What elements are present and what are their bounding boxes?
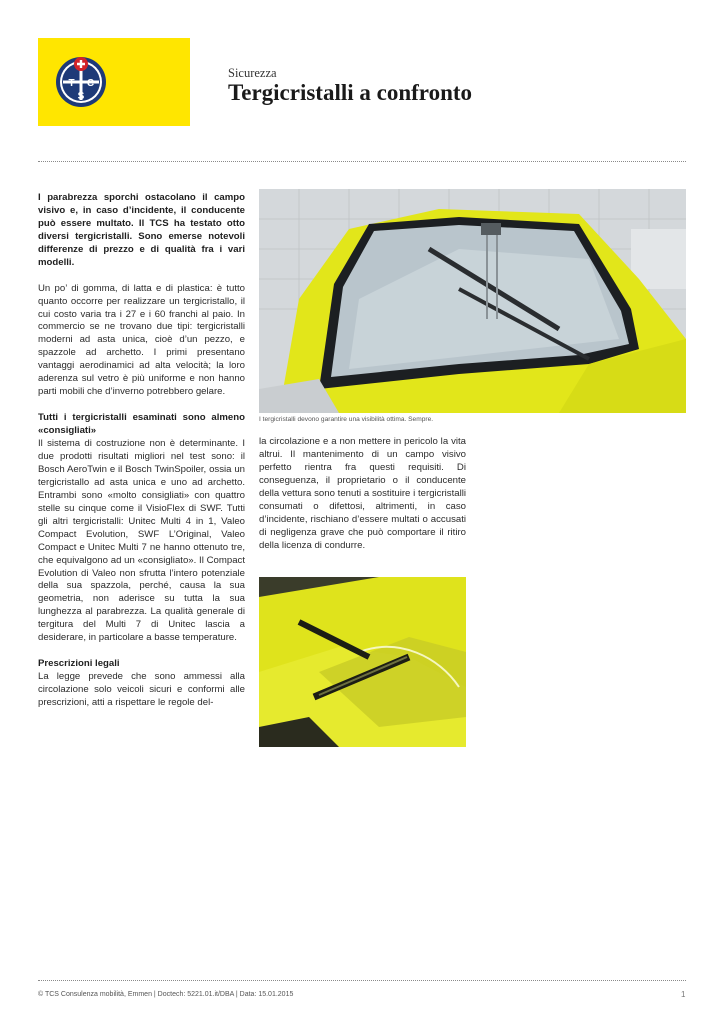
tcs-logo: [38, 38, 190, 126]
section-body-prescrizioni-start: La legge prevede che sono ammessi alla circolazione solo veicoli sicuri e conformi alle prescrizioni, atti a rispettare le regole del-: [38, 671, 245, 708]
header-divider: [38, 161, 686, 162]
section-body-consigliati: Il sistema di costruzione non è determinante. I due prodotti risultati migliori nel test sono: il Bosch AeroTwin e il Bosch TwinSpoiler, ossia un tergicristallo ad asta unica e uno ad archetto. Entrambi sono «molto consigliati» con quattro stelle su cinque come il VisioFlex di SWF. Tutti gli altri tergicristalli: Unitec Multi 4 in 1, Valeo Compact Evolution, SWF L’Original, Valeo Compact e Unitec Multi 7 ne hanno ottenuto tre, che equivalgono ad un «consigliato». Il Compact Evolution di Valeo non sfrutta l’intero potenziale della sua spazzola, perché, causa la sua geometria, non aderisce su tutta la sua lunghezza al parabrezza. La qualità generale di tergitura del Multi 7 di Unitec lascia a desiderare, in particolare a basse temperature.: [38, 437, 245, 644]
footer-text: © TCS Consulenza mobilità, Emmen | Doctech: 5221.01.it/DBA | Data: 15.01.2015: [38, 991, 294, 998]
logo-letter-s: S: [77, 91, 85, 102]
photo-caption: I tergicristalli devono garantire una visibilità ottima. Sempre.: [259, 416, 434, 423]
logo-letter-t: T: [68, 78, 75, 89]
windshield-photo: [259, 189, 686, 413]
page-number: 1: [681, 990, 686, 999]
section-heading-consigliati: Tutti i tergicristalli esaminati sono almeno «consigliati»: [38, 412, 245, 437]
wiper-closeup-photo: [259, 577, 466, 747]
footer-divider: [38, 980, 686, 981]
article-column-right: [259, 436, 466, 565]
tcs-emblem-icon: [54, 55, 108, 109]
article-lead: I parabrezza sporchi ostacolano il campo visivo e, in caso d’incidente, il conducente può essere multato. Il TCS ha testato otto diversi tergicristalli. Sono emerse notevoli differenze di prezzo e di qualità fra i vari modelli.: [38, 192, 245, 268]
section-body-prescrizioni-cont: la circolazione e a non mettere in pericolo la vita altrui. Il mantenimento di un campo visivo perfetto rientra fra questi requisiti. Di conseguenza, il proprietario o il conducente della vettura sono tenuti a sostituire i tergicristalli consumati o difettosi, altrimenti, in caso d’incidente, rischiano d’essere multati o accusati di negligenza grave che può comportare il ritiro della licenza di condurre.: [259, 436, 466, 551]
logo-letter-c: C: [86, 78, 95, 89]
article-column-left: [38, 192, 245, 723]
section-heading-prescrizioni: Prescrizioni legali: [38, 658, 120, 670]
section-kicker: Sicurezza: [228, 66, 277, 80]
article-intro: Un po’ di gomma, di latta e di plastica: è tutto quanto occorre per realizzare un tergicristallo, il cui costo varia tra i 27 e i 60 franchi al paio. In commercio se ne trovano due tipi: tergicristalli moderni ad asta unica, cioè d’un pezzo, e spazzole ad archetto. I primi presentano vantaggi aerodinamici ad alta velocità; la loro aderenza sul vetro è più uniforme e non hanno parti mobili che d’inverno potrebbero gelare.: [38, 282, 245, 398]
page-title: Tergicristalli a confronto: [228, 80, 473, 105]
